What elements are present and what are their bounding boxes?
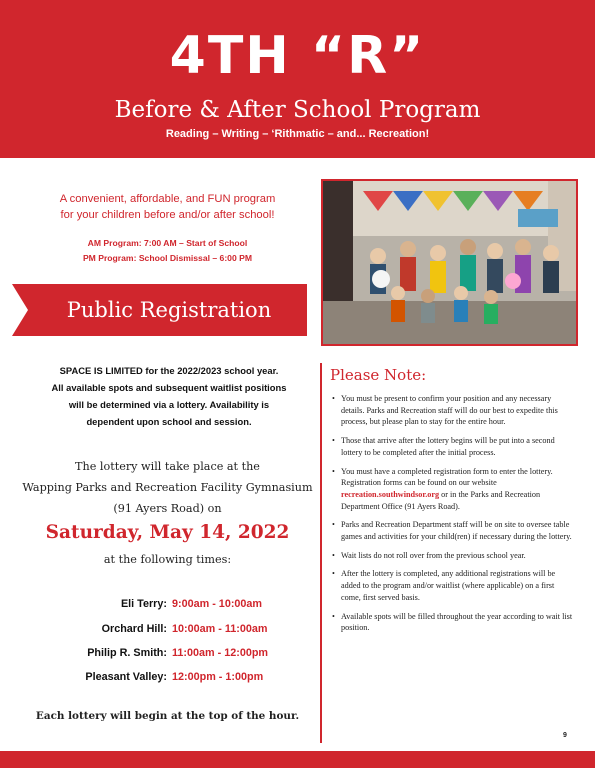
bullet-icon: • [332, 466, 335, 476]
school-name: Eli Terry: [120, 598, 167, 610]
note-text: After the lottery is completed, any additional registrations will be added to the program and/or waitlist (where applicable) on a first come, first served basis. [341, 569, 556, 602]
school-name: Philip R. Smith: [87, 647, 167, 659]
bullet-icon: • [332, 569, 335, 579]
note-item [332, 393, 576, 428]
note-item [332, 466, 576, 513]
note-text: Those that arrive after the lottery begins will be put into a second lottery to be completed after the initial process. [341, 436, 555, 457]
program-photo [321, 179, 578, 346]
note-divider [320, 363, 322, 743]
space-limited-emphasis: SPACE IS LIMITED [59, 365, 143, 376]
lottery-address: (91 Ayers Road) on [113, 502, 222, 515]
public-registration-banner [12, 284, 307, 336]
availability-notice [28, 362, 310, 430]
note-title: Please Note: [330, 366, 427, 384]
lottery-time: 9:00am - 10:00am [172, 598, 263, 610]
bullet-icon: • [332, 611, 335, 621]
lottery-time: 10:00am - 11:00am [172, 623, 268, 635]
banner-label: Public Registration [66, 298, 272, 322]
program-times [20, 236, 315, 266]
lottery-venue: Wapping Parks and Recreation Facility Gymnasium [22, 481, 313, 494]
lottery-line: The lottery will take place at the [75, 460, 260, 473]
lottery-closing: Each lottery will begin at the top of the hour. [35, 710, 300, 722]
availability-text: for the 2022/2023 school year. [142, 365, 279, 376]
intro-line: for your children before and/or after school! [60, 209, 275, 221]
schedule-row [20, 644, 320, 662]
intro-line: A convenient, affordable, and FUN program [59, 193, 276, 205]
availability-line-4: dependent upon school and session. [86, 416, 252, 427]
header-banner [0, 0, 595, 158]
schedule-row [20, 620, 320, 638]
bullet-icon: • [332, 550, 335, 560]
program-subtitle: Before & After School Program [114, 97, 481, 123]
children-group-photo [323, 181, 576, 344]
intro-text [20, 191, 315, 223]
schedule-row [20, 668, 320, 686]
availability-line-2: All available spots and subsequent waitlist positions [51, 382, 287, 393]
note-item [332, 519, 576, 542]
availability-line-1 [28, 362, 310, 379]
note-item [332, 435, 576, 458]
pm-program: PM Program: School Dismissal – 6:00 PM [82, 253, 253, 263]
please-note-panel [320, 363, 578, 753]
footer-bar [0, 751, 595, 768]
note-item [332, 550, 576, 562]
bullet-icon: • [332, 394, 335, 403]
page-number: 9 [563, 732, 567, 739]
note-list [332, 393, 576, 641]
page-title: 4TH “R” [169, 26, 426, 86]
note-text: Wait lists do not roll over from the previous school year. [341, 550, 526, 560]
am-program: AM Program: 7:00 AM – Start of School [87, 238, 248, 248]
note-item [332, 568, 576, 603]
note-text: or in the Parks and Recreation Department Office (91 Ayers Road). [341, 489, 541, 511]
times-intro: at the following times: [103, 553, 232, 566]
lottery-time: 12:00pm - 1:00pm [172, 671, 264, 683]
availability-line-3: will be determined via a lottery. Availability is [68, 399, 270, 410]
note-text: You must be present to confirm your position and any necessary details. Parks and Recreation staff will do our best to expedite this process, but please plan to stay for the entire hour. [341, 394, 558, 427]
program-tagline: Reading – Writing – ‘Rithmatic – and... Recreation! [165, 128, 430, 140]
website-link[interactable]: recreation.southwindsor.org [341, 489, 440, 499]
note-item [332, 611, 576, 634]
note-text: Available spots will be filled throughout the year according to wait list position. [341, 611, 573, 633]
lottery-location [20, 456, 315, 519]
bullet-icon: • [332, 520, 335, 530]
lottery-date: Saturday, May 14, 2022 [45, 522, 290, 543]
lottery-time: 11:00am - 12:00pm [172, 647, 269, 659]
note-text: You must have a completed registration form to enter the lottery. Registration forms can be found on our website [341, 466, 553, 488]
bullet-icon: • [332, 436, 335, 446]
school-name: Orchard Hill: [101, 623, 167, 635]
note-text: Parks and Recreation Department staff will be on site to oversee table games and activities for your child(ren) if necessary during the lottery. [341, 520, 572, 542]
schedule-row [20, 595, 320, 613]
school-name: Pleasant Valley: [85, 671, 167, 683]
